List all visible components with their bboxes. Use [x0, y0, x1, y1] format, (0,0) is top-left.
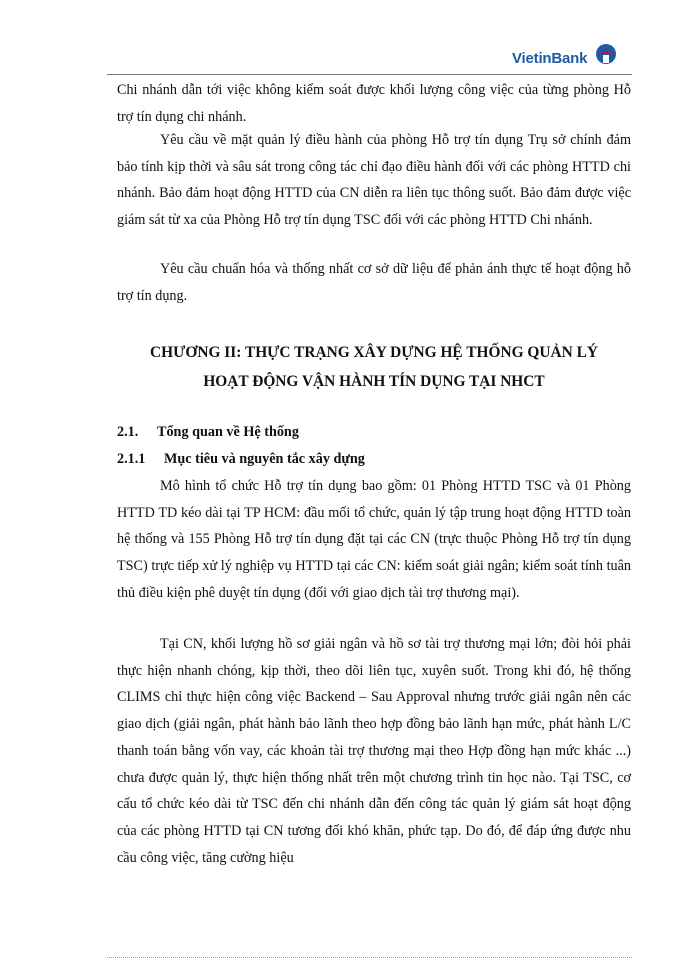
section-title: Tổng quan về Hệ thống	[157, 424, 299, 440]
section-heading	[117, 424, 299, 441]
paragraph-text: Yêu cầu chuẩn hóa và thống nhất cơ sở dữ liệu để phản ánh thực tế hoạt động hỗ trợ tín dụng.	[117, 261, 631, 304]
paragraph-text: Tại CN, khối lượng hồ sơ giải ngân và hồ sơ tài trợ thương mại lớn; đòi hỏi phải thực hiện nhanh chóng, kịp thời, theo dõi liên tục, xuyên suốt. Trong khi đó, hệ thống CLIMS chỉ thực hiện công việc Backend – Sau Approval nhưng trước giải ngân nên các giao dịch (giải ngân, phát hành bảo lãnh theo hợp đồng bảo lãnh hạn mức, phát hành L/C thanh toán bằng vốn vay, các khoản tài trợ thương mại theo Hợp đồng hạn mức khác ...) chưa được quản lý, thực hiện thống nhất trên một chương trình tin học nào. Tại TSC, cơ cấu tổ chức kéo dài từ TSC đến chi nhánh dẫn đến công tác quản lý giám sát hoạt động của các phòng HTTD tại CN tương đối khó khăn, phức tạp. Do đó, để đáp ứng được nhu cầu công việc, tăng cường hiệu	[117, 636, 631, 866]
chapter-title-line-1: CHƯƠNG II: THỰC TRẠNG XÂY DỰNG HỆ THỐNG QUẢN LÝ	[150, 344, 598, 361]
paragraph-2	[117, 127, 631, 234]
subsection-heading	[117, 451, 365, 468]
vietinbank-logo	[512, 42, 622, 74]
chapter-title	[117, 338, 631, 396]
paragraph-text: Yêu cầu về mặt quản lý điều hành của phòng Hỗ trợ tín dụng Trụ sở chính đảm bảo tính kịp thời và sâu sát trong công tác chỉ đạo điều hành đối với các phòng HTTD chi nhánh. Bảo đảm hoạt động HTTD của CN diễn ra liên tục thông suốt. Bảo đảm được việc giám sát từ xa của Phòng Hỗ trợ tín dụng TSC đối với các phòng HTTD Chi nhánh.	[117, 132, 631, 229]
paragraph-text: Chi nhánh dẫn tới việc không kiểm soát được khối lượng công việc của từng phòng Hỗ trợ tín dụng chi nhánh.	[117, 82, 631, 125]
chapter-title-line-2: HOẠT ĐỘNG VẬN HÀNH TÍN DỤNG TẠI NHCT	[203, 373, 545, 390]
logo-text: VietinBank	[512, 50, 588, 67]
section-number: 2.1.	[117, 424, 139, 440]
paragraph-1	[117, 77, 631, 130]
footer-rule	[107, 957, 632, 958]
subsection-title: Mục tiêu và nguyên tắc xây dựng	[164, 451, 365, 467]
paragraph-3	[117, 256, 631, 309]
paragraph-text: Mô hình tổ chức Hỗ trợ tín dụng bao gồm: 01 Phòng HTTD TSC và 01 Phòng HTTD TD kéo dài tại TP HCM: đầu mối tổ chức, quản lý tập trung hoạt động HTTD toàn hệ thống và 155 Phòng Hỗ trợ tín dụng đặt tại các CN (trực thuộc Phòng Hỗ trợ tín dụng TSC) trực tiếp xử lý nghiệp vụ HTTD tại các CN: kiểm soát giải ngân; kiểm soát tính tuân thủ điều kiện phê duyệt tín dụng (đối với giao dịch tài trợ thương mại).	[117, 478, 631, 601]
logo-mark-icon	[595, 43, 617, 65]
paragraph-5	[117, 631, 631, 871]
header-rule	[107, 74, 632, 75]
subsection-number: 2.1.1	[117, 451, 146, 467]
paragraph-4	[117, 473, 631, 607]
